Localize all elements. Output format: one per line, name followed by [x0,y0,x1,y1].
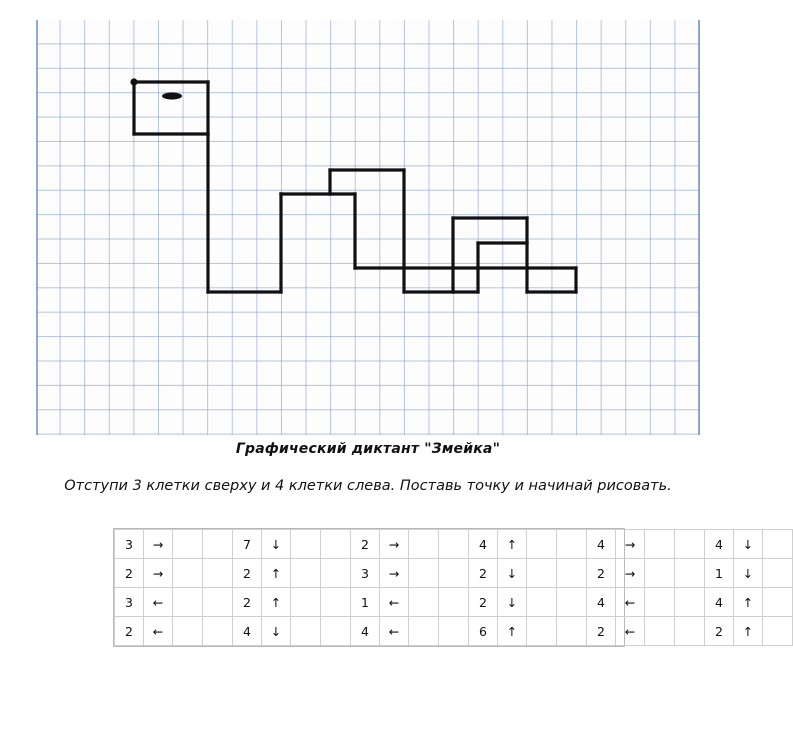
table-spacer-cell [675,530,705,559]
step-count: 2 [233,559,262,588]
table-spacer-cell [173,559,203,588]
step-count: 2 [233,588,262,617]
table-spacer-cell [173,617,203,646]
step-count: 7 [233,530,262,559]
table-spacer-cell [763,588,793,617]
table-spacer-cell [409,617,439,646]
paper-left-margin [36,20,38,435]
table-spacer-cell [527,588,557,617]
step-count: 2 [705,617,734,646]
step-count: 1 [351,588,380,617]
step-count: 2 [115,617,144,646]
arrow-left-icon: ← [616,617,645,646]
table-spacer-cell [409,588,439,617]
table-spacer-cell [527,559,557,588]
table-spacer-cell [675,588,705,617]
table-spacer-cell [203,530,233,559]
table-spacer-cell [173,530,203,559]
arrow-left-icon: ← [380,588,409,617]
table-row [115,530,793,559]
step-count: 3 [115,530,144,559]
arrow-left-icon: ← [144,617,173,646]
arrow-down-icon: ↓ [498,588,527,617]
step-count: 3 [115,588,144,617]
table-spacer-cell [203,559,233,588]
table-spacer-cell [645,588,675,617]
table-spacer-cell [439,559,469,588]
table-spacer-cell [763,559,793,588]
arrow-down-icon: ↓ [498,559,527,588]
arrow-right-icon: → [616,530,645,559]
arrow-right-icon: → [144,559,173,588]
table-spacer-cell [321,559,351,588]
arrow-left-icon: ← [144,588,173,617]
page-title: Графический диктант "Змейка" [235,441,501,457]
table-spacer-cell [527,530,557,559]
arrow-up-icon: ↑ [498,530,527,559]
table-spacer-cell [645,530,675,559]
step-count: 6 [469,617,498,646]
table-spacer-cell [203,588,233,617]
step-count: 3 [351,559,380,588]
table-spacer-cell [439,617,469,646]
table-spacer-cell [291,530,321,559]
step-count: 4 [587,530,616,559]
instruction-text: Отступи 3 клетки сверху и 4 клетки слева. Поставь точку и начинай рисовать. [64,478,672,494]
table-spacer-cell [527,617,557,646]
step-count: 4 [587,588,616,617]
table-spacer-cell [763,617,793,646]
arrow-up-icon: ↑ [262,559,291,588]
table-spacer-cell [675,559,705,588]
table-spacer-cell [557,617,587,646]
table-spacer-cell [439,588,469,617]
step-count: 1 [705,559,734,588]
arrow-down-icon: ↓ [734,559,763,588]
steps-table-body [115,530,793,646]
step-count: 2 [469,559,498,588]
table-spacer-cell [557,588,587,617]
arrow-down-icon: ↓ [262,617,291,646]
steps-table [114,529,793,646]
step-count: 4 [351,617,380,646]
table-spacer-cell [645,559,675,588]
table-row [115,617,793,646]
table-spacer-cell [675,617,705,646]
table-spacer-cell [557,559,587,588]
step-count: 2 [587,559,616,588]
arrow-right-icon: → [380,530,409,559]
arrow-left-icon: ← [380,617,409,646]
table-spacer-cell [439,530,469,559]
step-count: 2 [469,588,498,617]
dictation-table [113,528,754,647]
arrow-down-icon: ↓ [734,530,763,559]
step-count: 2 [587,617,616,646]
table-spacer-cell [321,588,351,617]
step-count: 4 [705,530,734,559]
table-spacer-cell [409,530,439,559]
step-count: 4 [469,530,498,559]
table-spacer-cell [321,530,351,559]
table-spacer-cell [203,617,233,646]
step-count: 4 [233,617,262,646]
arrow-left-icon: ← [616,588,645,617]
arrow-up-icon: ↑ [734,588,763,617]
table-spacer-cell [291,617,321,646]
table-spacer-cell [291,559,321,588]
paper-right-margin [698,20,700,435]
arrow-right-icon: → [380,559,409,588]
arrow-up-icon: ↑ [498,617,527,646]
step-count: 2 [351,530,380,559]
table-row [115,588,793,617]
step-count: 2 [115,559,144,588]
table-spacer-cell [763,530,793,559]
arrow-down-icon: ↓ [262,530,291,559]
arrow-up-icon: ↑ [734,617,763,646]
step-count: 4 [705,588,734,617]
table-spacer-cell [557,530,587,559]
table-spacer-cell [291,588,321,617]
table-spacer-cell [321,617,351,646]
arrow-right-icon: → [616,559,645,588]
table-spacer-cell [173,588,203,617]
table-spacer-cell [645,617,675,646]
arrow-right-icon: → [144,530,173,559]
table-spacer-cell [409,559,439,588]
graph-paper [36,20,700,435]
table-row [115,559,793,588]
arrow-up-icon: ↑ [262,588,291,617]
